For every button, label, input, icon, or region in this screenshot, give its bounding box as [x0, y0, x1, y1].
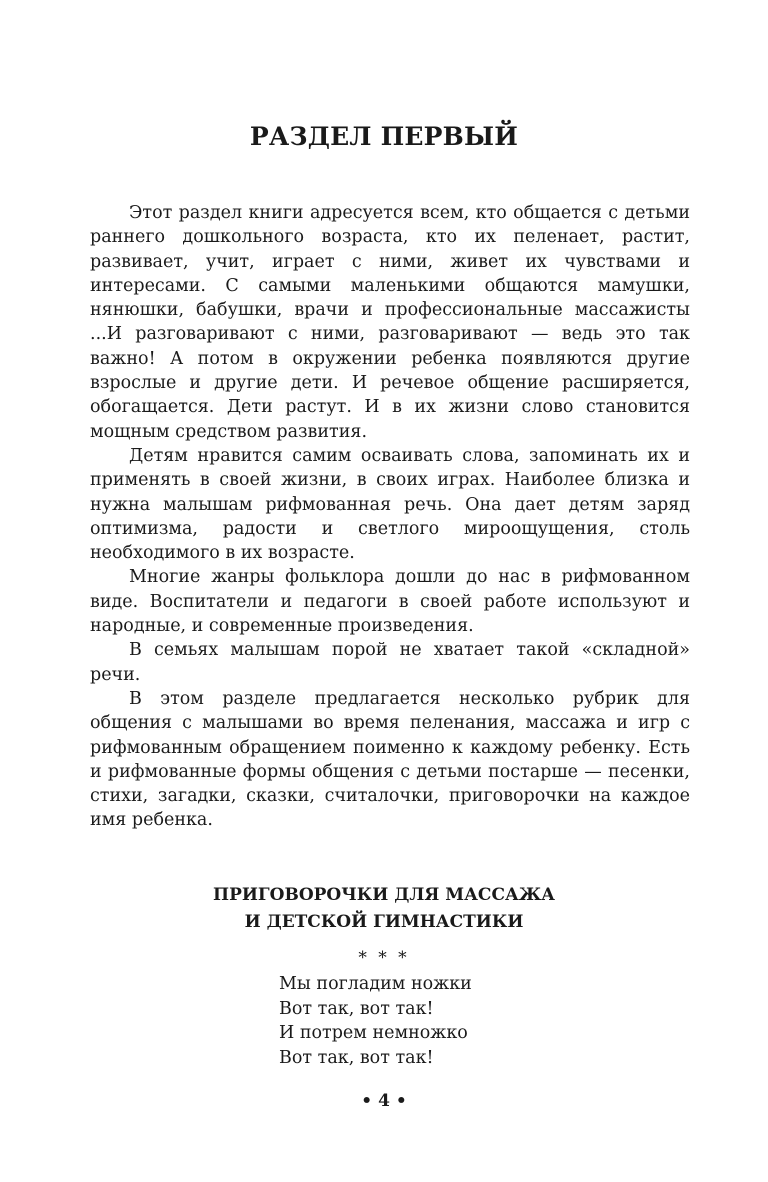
poem-line: Мы погладим ножки: [279, 974, 472, 994]
body-text: [90, 201, 690, 833]
poem: [279, 972, 472, 1070]
subsection-heading: [0, 882, 768, 936]
poem-line: Вот так, вот так!: [279, 998, 434, 1019]
page-number: • 4 •: [361, 1091, 407, 1111]
poem-line: Вот так, вот так!: [279, 1047, 434, 1068]
section-title: РАЗДЕЛ ПЕРВЫЙ: [249, 122, 519, 151]
subsection-heading-line-2: И ДЕТСКОЙ ГИМНАСТИКИ: [244, 912, 524, 932]
paragraph-5: В этом разделе предлагается несколько рубрик для общения с малышами во время пеленания, массажа и игр с рифмованным обращением поименно к каждому ребенку. Есть и рифмованные формы общения с детьми постарше — песенки, стихи, загадки, сказки, считалочки, приговорочки на каждое имя ребенка.: [90, 688, 690, 831]
stanza-separator: * * *: [358, 948, 410, 968]
paragraph-4: В семьях малышам порой не хватает такой «складной» речи.: [90, 640, 690, 685]
poem-line: И потрем немножко: [279, 1023, 468, 1043]
paragraph-1: Этот раздел книги адресуется всем, кто общается с детьми раннего дошкольного возраста, кто их пеленает, растит, развивает, учит, играет с ними, живет их чувствами и интересами. С самыми маленькими общаются мамушки, нянюшки, бабушки, врачи и профессиональные массажисты ...И разговаривают с ними, разговаривают — ведь это так важно! А потом в окружении ребенка появляются другие взрослые и другие дети. И речевое общение расширяется, обогащается. Дети растут. И в их жизни слово становится мощным средством развития.: [90, 203, 690, 442]
subsection-heading-line-1: ПРИГОВОРОЧКИ ДЛЯ МАССАЖА: [213, 885, 555, 905]
paragraph-3: Многие жанры фольклора дошли до нас в рифмованном виде. Воспитатели и педагоги в своей работе используют и народные, и современные произведения.: [90, 567, 690, 637]
paragraph-2: Детям нравится самим осваивать слова, запоминать их и применять в своей жизни, в своих играх. Наиболее близка и нужна малышам рифмованная речь. Она дает детям заряд оптимизма, радости и светлого мироощущения, столь необходимого в их возрасте.: [90, 445, 690, 564]
